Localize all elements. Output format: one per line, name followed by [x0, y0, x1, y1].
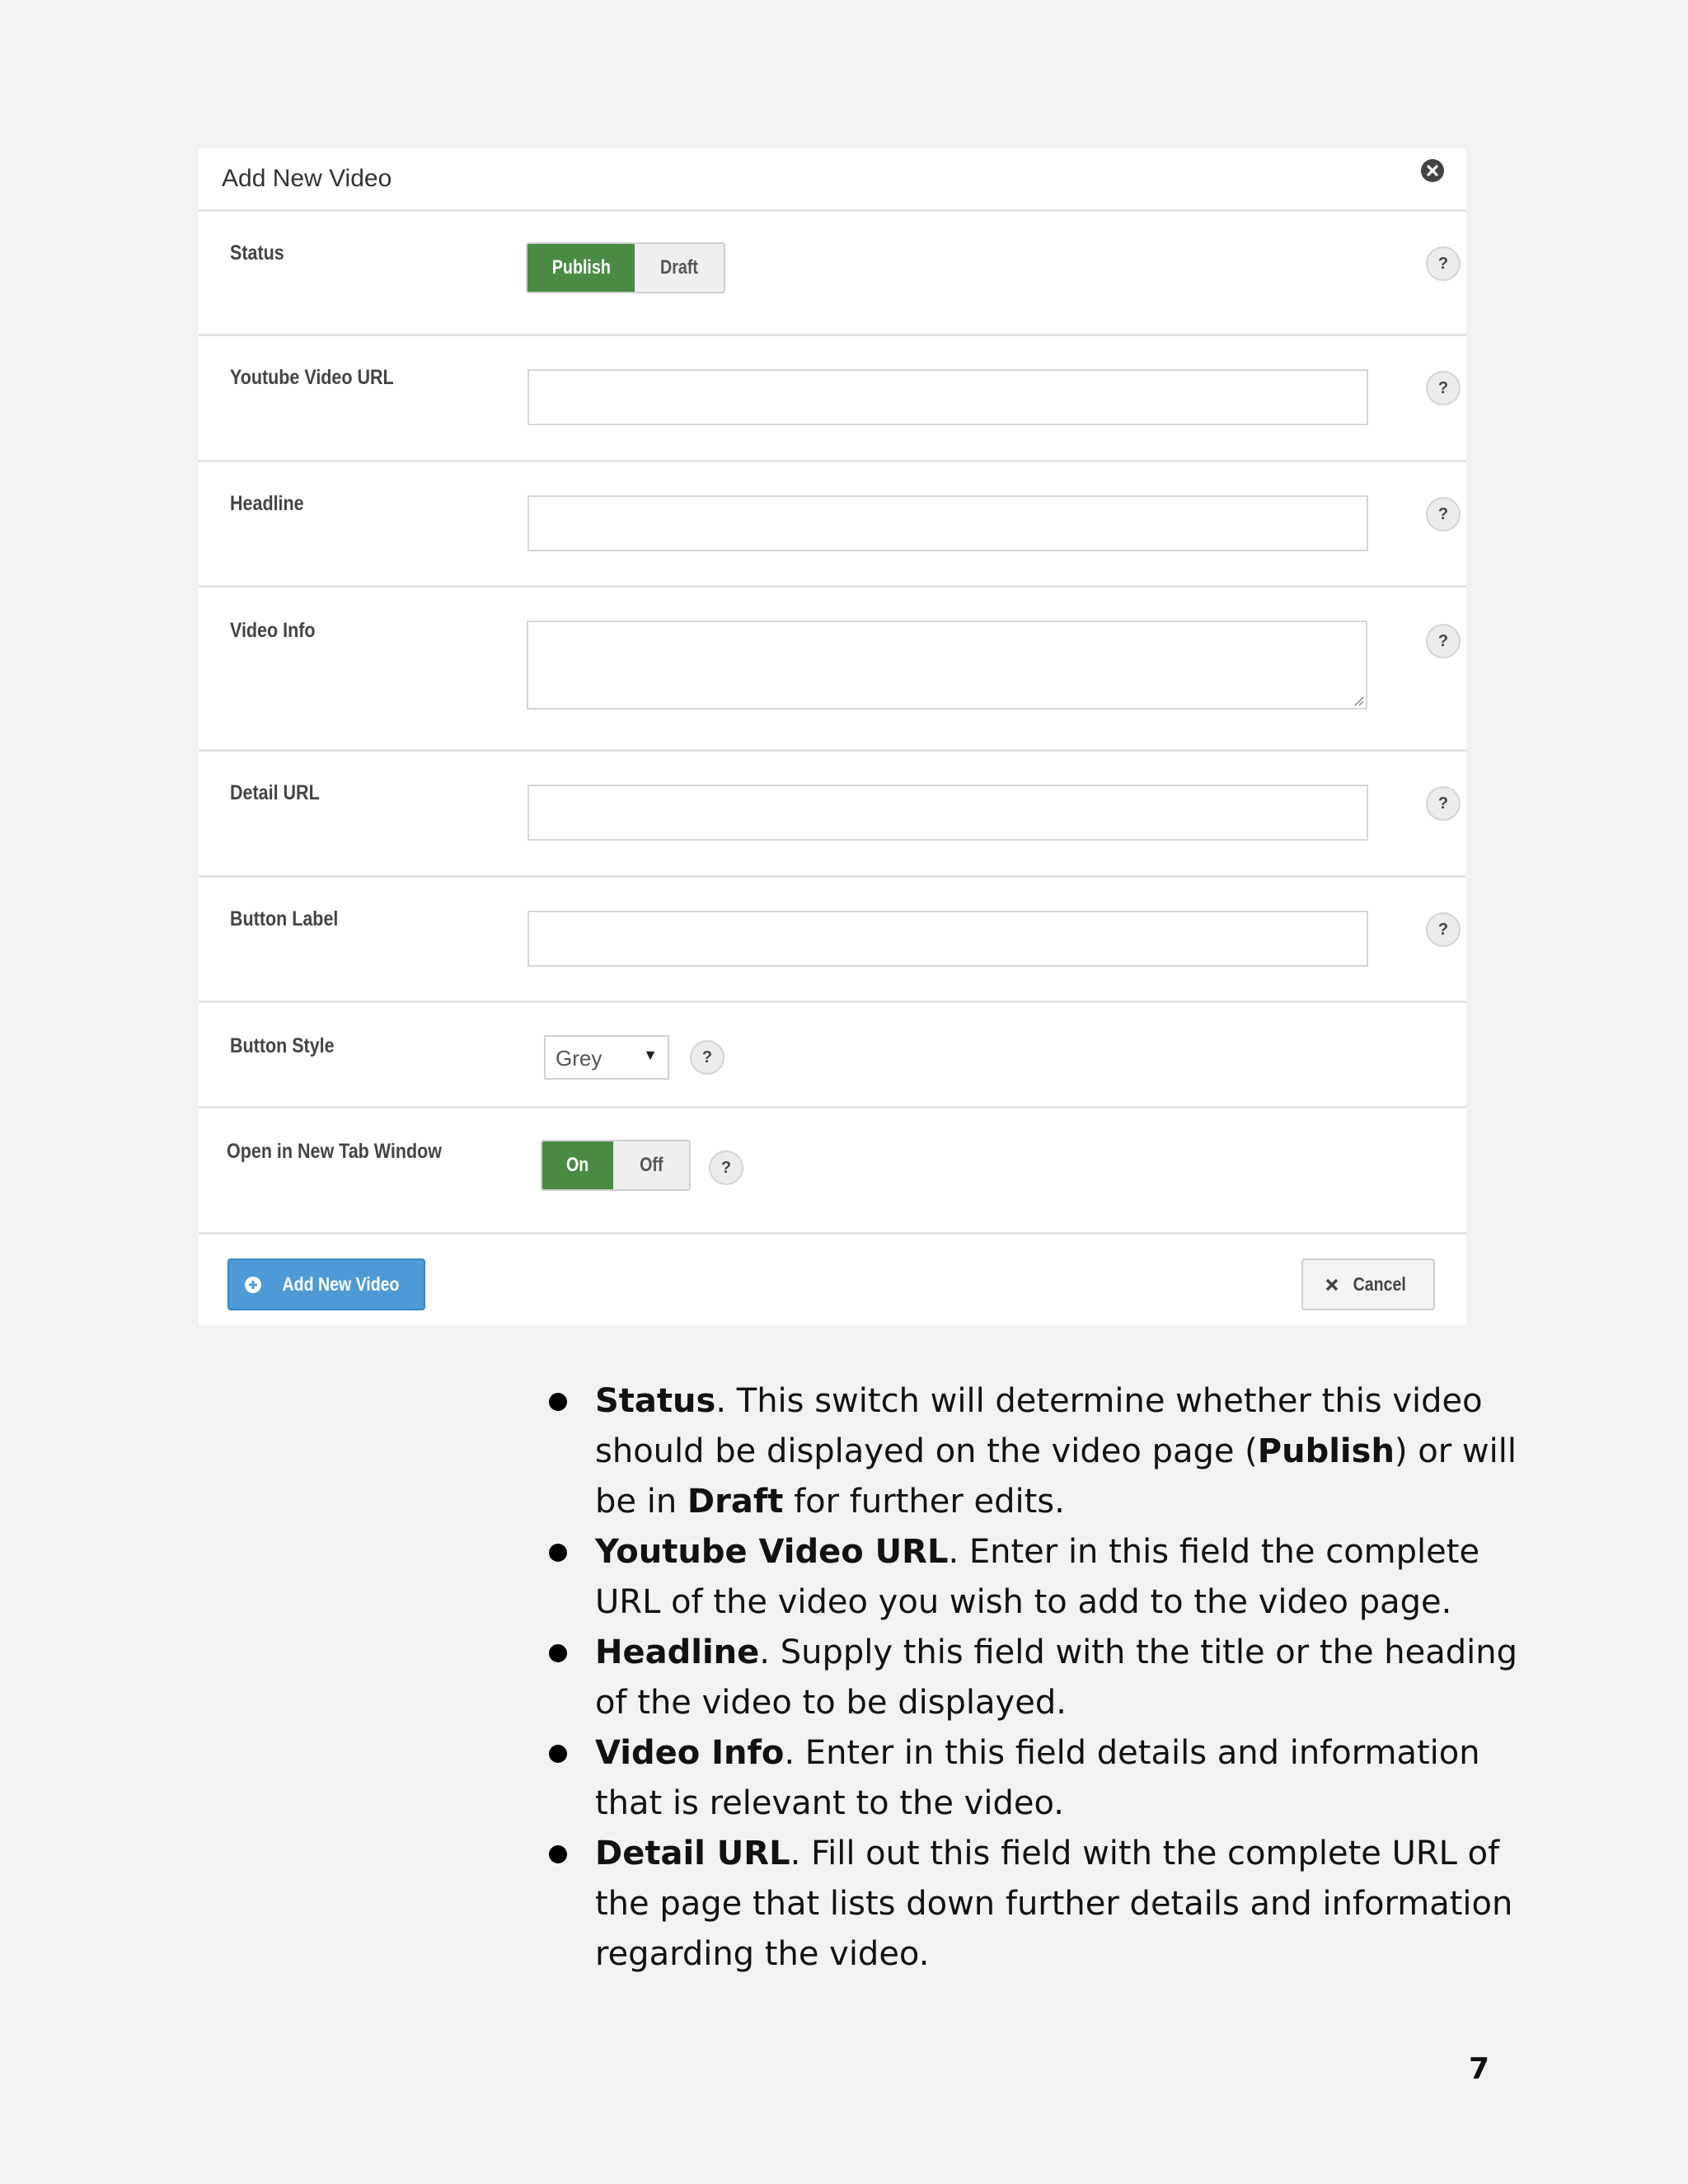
off-option[interactable]: Off [613, 1141, 689, 1189]
list-item-text: . Fill out this field with the complete URL of the page that lists down further details and information regarding the video. [595, 1835, 1513, 1973]
open-new-tab-help-icon[interactable]: ? [709, 1151, 743, 1185]
open-new-tab-label: Open in New Tab Window [227, 1140, 442, 1163]
youtube-url-row [199, 336, 1466, 462]
list-item-text: ) or will be in [595, 1432, 1517, 1521]
list-item-term: Video Info [595, 1734, 785, 1772]
list-item [546, 1376, 1518, 1527]
video-info-row [199, 588, 1466, 752]
list-item-text: . Enter in this field details and information that is relevant to the video. [595, 1734, 1480, 1822]
modal-footer [199, 1235, 1466, 1325]
list-item [546, 1728, 1518, 1829]
headline-input[interactable] [528, 495, 1368, 551]
list-item [546, 1527, 1518, 1628]
chevron-down-icon: ▼ [643, 1047, 658, 1063]
plus-circle-icon [244, 1276, 262, 1294]
list-item-term: Youtube Video URL [595, 1533, 949, 1571]
detail-url-input[interactable] [528, 785, 1368, 841]
button-label-row [199, 878, 1466, 1003]
status-label: Status [230, 241, 284, 265]
modal-header [199, 148, 1466, 212]
list-item-emphasis: Draft [687, 1483, 784, 1521]
list-item [546, 1829, 1518, 1980]
video-info-help-icon[interactable]: ? [1426, 624, 1461, 658]
on-option[interactable]: On [542, 1141, 613, 1189]
status-toggle [526, 242, 725, 293]
headline-label: Headline [230, 492, 304, 515]
list-item-text: . This switch will determine whether this video should be displayed on the video page ( [595, 1382, 1483, 1470]
list-item-text: for further edits. [783, 1483, 1065, 1521]
button-style-value: Grey [556, 1046, 603, 1071]
detail-url-row [199, 752, 1466, 878]
x-icon [1325, 1278, 1339, 1291]
page-number: 7 [1469, 2052, 1490, 2086]
open-new-tab-toggle [541, 1140, 691, 1191]
youtube-url-help-icon[interactable]: ? [1426, 371, 1461, 405]
youtube-url-label: Youtube Video URL [230, 366, 394, 389]
video-info-label: Video Info [230, 619, 316, 642]
cancel-button[interactable] [1301, 1258, 1435, 1310]
button-style-help-icon[interactable]: ? [690, 1040, 724, 1075]
button-label-help-icon[interactable]: ? [1426, 912, 1461, 947]
headline-help-icon[interactable]: ? [1426, 497, 1461, 532]
button-label-input[interactable] [528, 911, 1368, 967]
add-new-video-label: Add New Video [282, 1273, 399, 1295]
list-item-term: Status [595, 1382, 716, 1420]
status-row [199, 212, 1466, 336]
list-item [546, 1628, 1518, 1728]
open-new-tab-row [199, 1108, 1466, 1235]
list-item-text: . Supply this field with the title or the heading of the video to be displayed. [595, 1633, 1518, 1722]
cancel-label: Cancel [1353, 1273, 1407, 1295]
add-video-modal [199, 148, 1466, 1325]
resize-grip-icon[interactable] [1353, 695, 1364, 706]
field-description-list [546, 1376, 1518, 1980]
list-item-text: . Enter in this field the complete URL of the video you wish to add to the video page. [595, 1533, 1480, 1621]
draft-option[interactable]: Draft [635, 244, 724, 292]
list-item-emphasis: Publish [1257, 1432, 1395, 1470]
button-label-label: Button Label [230, 907, 339, 930]
detail-url-help-icon[interactable]: ? [1426, 786, 1461, 821]
status-help-icon[interactable]: ? [1426, 246, 1461, 281]
modal-title: Add New Video [222, 165, 392, 192]
detail-url-label: Detail URL [230, 781, 320, 804]
button-style-select[interactable] [544, 1035, 669, 1080]
close-icon[interactable] [1420, 158, 1445, 183]
add-new-video-button[interactable] [227, 1258, 425, 1310]
headline-row [199, 462, 1466, 588]
list-item-term: Detail URL [595, 1835, 790, 1872]
publish-option[interactable]: Publish [528, 244, 635, 292]
button-style-row [199, 1003, 1466, 1108]
button-style-label: Button Style [230, 1034, 335, 1057]
youtube-url-input[interactable] [528, 369, 1368, 425]
video-info-textarea[interactable] [527, 621, 1367, 710]
list-item-term: Headline [595, 1633, 760, 1671]
